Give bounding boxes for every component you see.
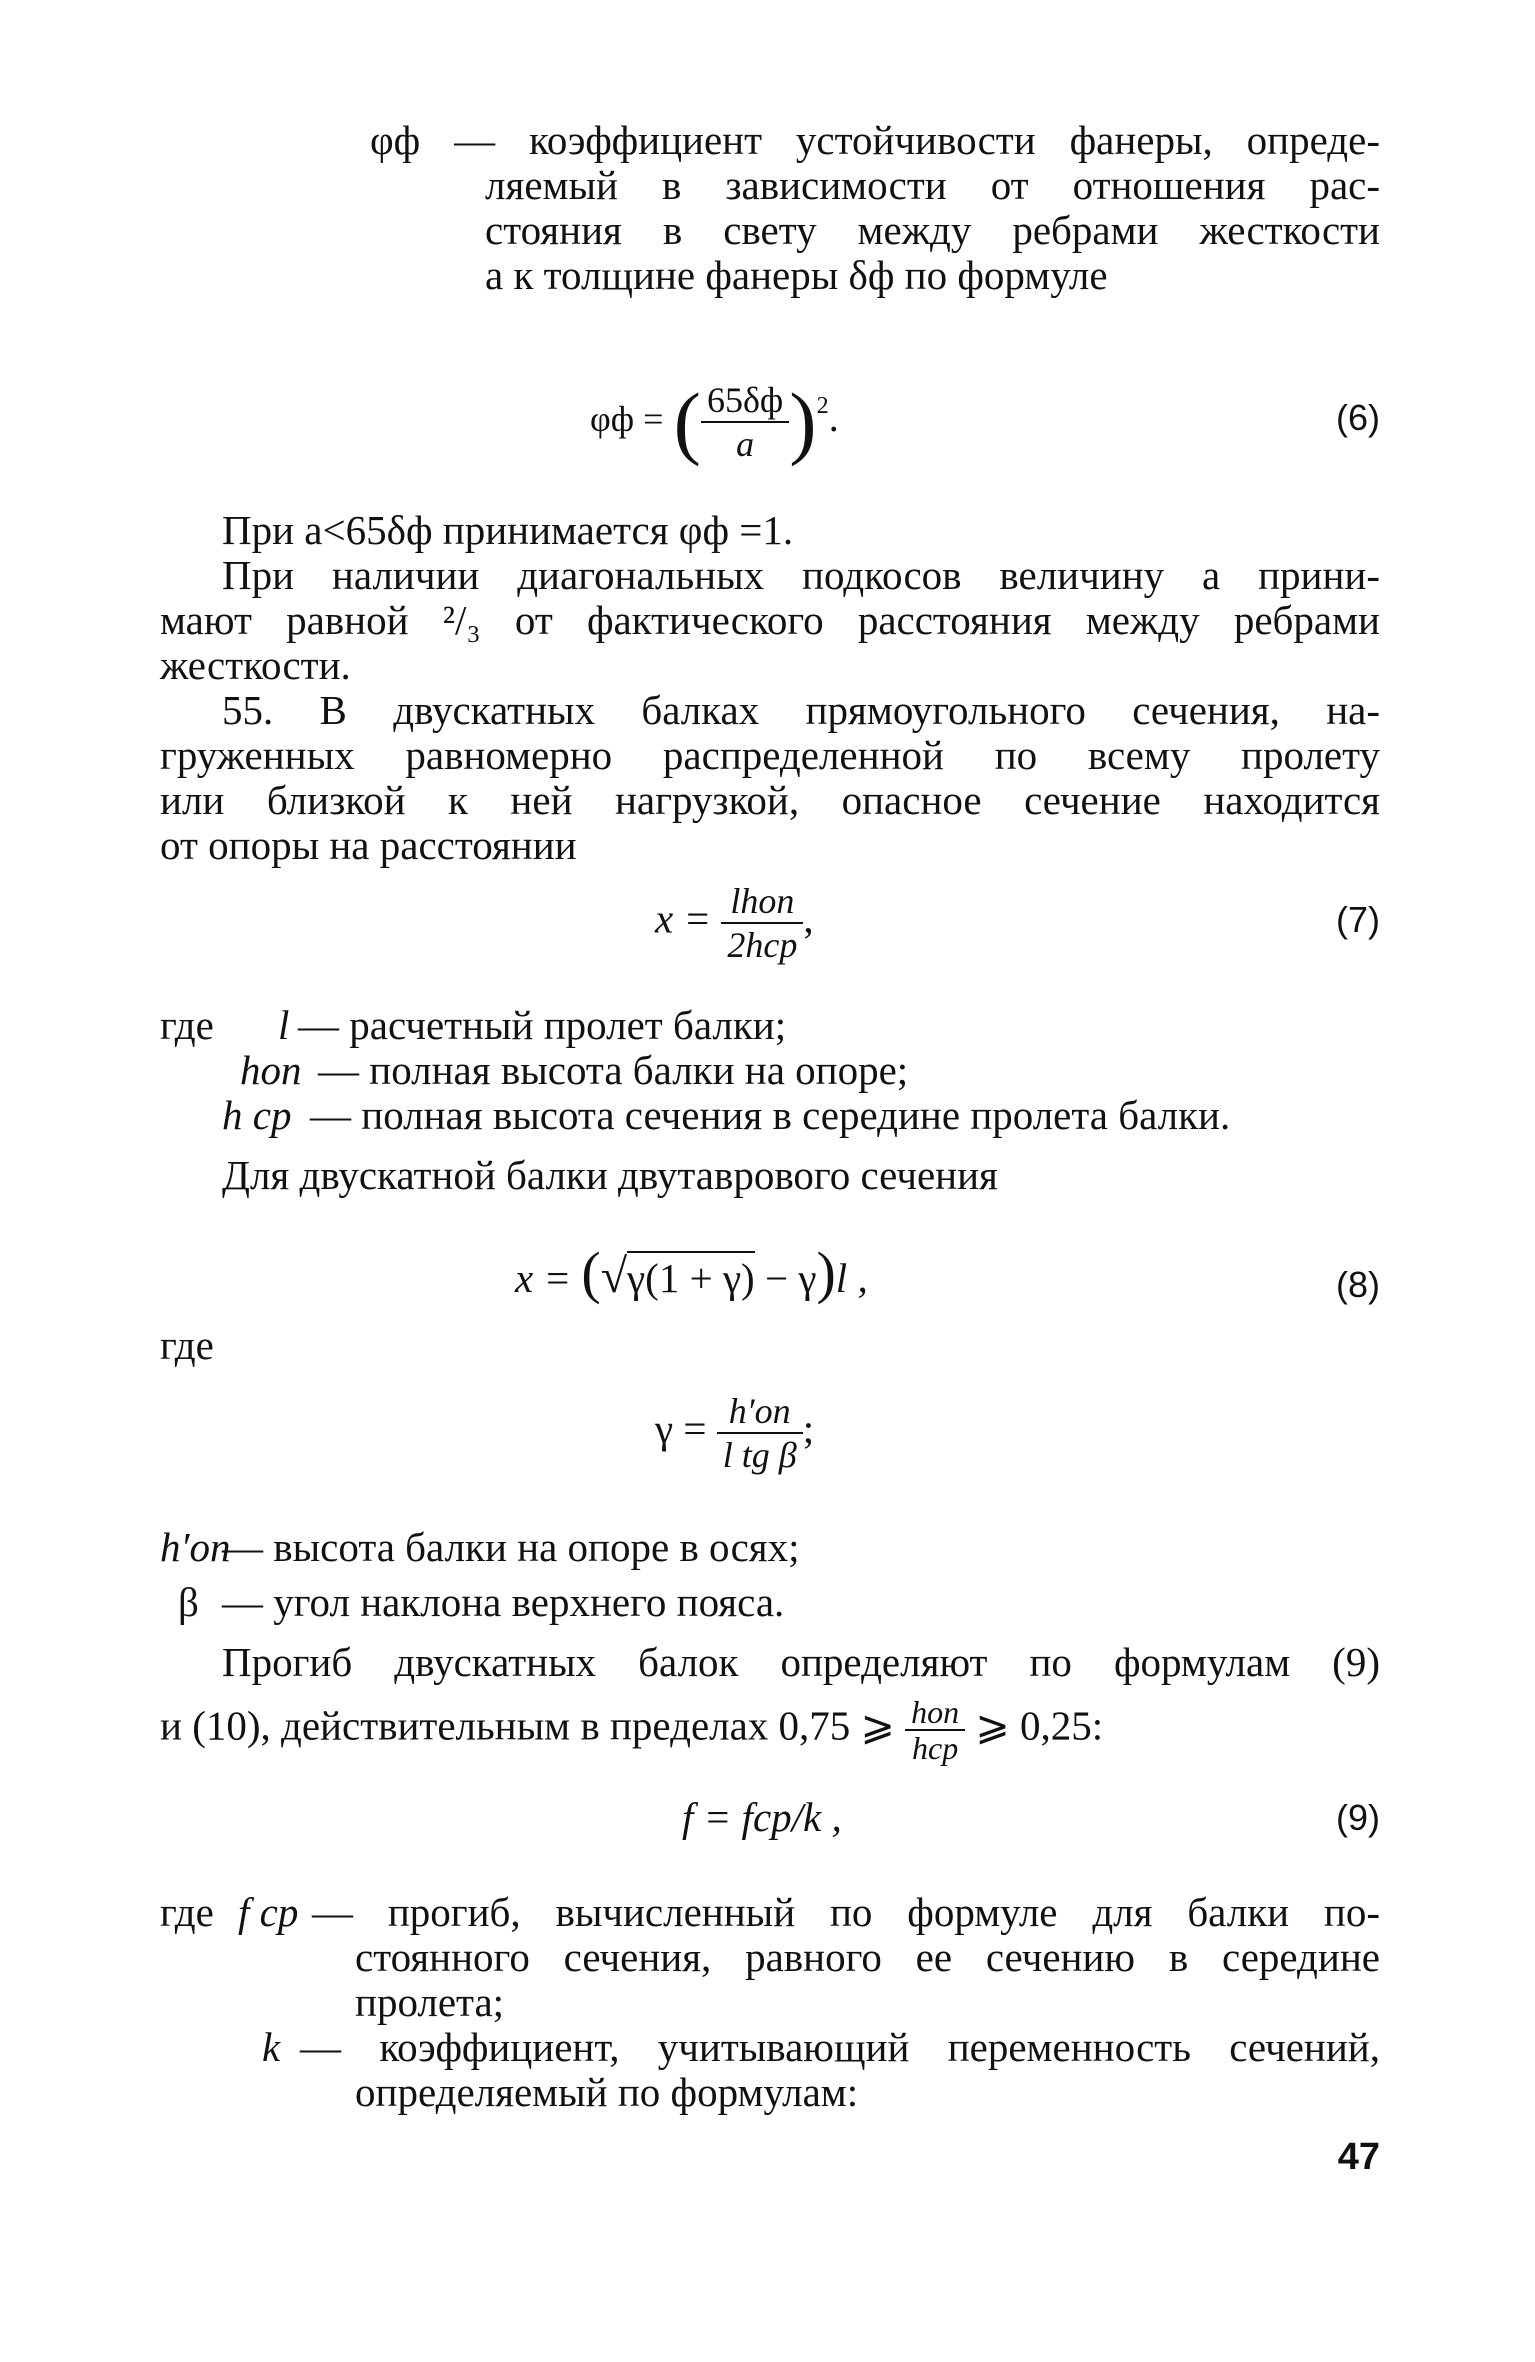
symbol-k: k (262, 2024, 281, 2070)
symbol-h-sr-description: — полная высота сечения в середине пролета балки. (310, 1092, 1231, 1138)
left-paren: ( (581, 1240, 601, 1305)
formula-7-comma: , (803, 895, 814, 942)
diagonal-braces-line-1: При наличии диагональных подкосов величину a прини- (222, 552, 1380, 598)
formula-gamma-lhs: γ = (655, 1405, 707, 1452)
symbol-h-op-description: — полная высота балки на опоре; (318, 1047, 909, 1093)
page-number: 47 (1337, 2136, 1380, 2178)
symbol-h-op: hоп (240, 1047, 302, 1093)
formula-8-minus-gamma: − γ (764, 1255, 817, 1301)
sqrt-sign-icon: √ (600, 1250, 628, 1303)
formula-gamma (655, 1390, 814, 1476)
formula-gamma-semicolon: ; (802, 1405, 815, 1452)
symbol-f-sr-description-line-1: — прогиб, вычисленный по формуле для балки по- (312, 1889, 1380, 1935)
where-label-7: где (160, 1002, 214, 1048)
symbol-f-sr-description-line-3: пролета; (355, 1979, 505, 2025)
formula-8-lhs: x = (515, 1255, 572, 1301)
symbol-h-sr: h ср (222, 1092, 292, 1138)
formula-6-fraction (701, 379, 789, 465)
symbol-f-sr-description-line-2: стоянного сечения, равного ее сечению в середине (355, 1934, 1380, 1980)
where-label-9: где (160, 1889, 214, 1935)
symbol-beta: β (178, 1579, 199, 1625)
formula-7 (655, 880, 814, 966)
equation-number-6: (6) (1336, 397, 1380, 438)
symbol-k-description-line-1: — коэффициент, учитывающий переменность сечений, (300, 2024, 1380, 2070)
formula-7-lhs: x = (655, 895, 712, 942)
item-55-line-2: груженных равномерно распределенной по всему пролету (160, 732, 1380, 778)
symbol-h-prime-op-description: — высота балки на опоре в осях; (222, 1524, 800, 1570)
formula-7-denominator: 2hср (727, 925, 798, 965)
right-paren: ) (816, 1240, 836, 1305)
deflection-line-2-start: и (10), действительным в пределах 0,75 ⩾ (160, 1702, 895, 1749)
formula-6-dot: . (828, 394, 839, 440)
item-55-line-3: или близкой к ней нагрузкой, опасное сечение находится (160, 777, 1380, 823)
formula-9: f = fср/k , (682, 1794, 842, 1840)
ratio-numerator: hоп (905, 1695, 965, 1731)
formula-8-radicand: γ(1 + γ) (627, 1251, 755, 1301)
formula-6-lhs: φф = (590, 399, 664, 439)
symbol-h-prime-op: h′оп (160, 1524, 231, 1570)
formula-gamma-numerator: h′оп (717, 1390, 803, 1434)
equation-number-9: (9) (1336, 1797, 1380, 1838)
formula-gamma-fraction (717, 1390, 803, 1476)
phi-condition-text: При a<65δф принимается φф =1. (222, 507, 794, 553)
deflection-line-1: Прогиб двускатных балок определяют по формулам (9) (222, 1639, 1380, 1685)
symbol-f-sr: f ср (238, 1889, 299, 1935)
left-paren: ( (673, 375, 701, 467)
formula-6-numerator: 65δф (701, 379, 789, 423)
formula-7-numerator: lhоп (721, 880, 803, 924)
formula-7-fraction (721, 880, 803, 966)
formula-6 (590, 372, 839, 465)
where-label-8: где (160, 1322, 214, 1368)
equation-number-8: (8) (1336, 1264, 1380, 1305)
formula-gamma-denominator: l tg β (722, 1435, 797, 1475)
symbol-beta-description: — угол наклона верхнего пояса. (222, 1579, 785, 1625)
phi-definition-line-4: a к толщине фанеры δф по формуле (485, 252, 1108, 298)
item-55-line-1: 55. В двускатных балках прямоугольного сечения, на- (222, 687, 1380, 733)
phi-definition-line-1: φф — коэффициент устойчивости фанеры, опреде- (370, 117, 1380, 163)
formula-8 (515, 1240, 868, 1305)
diagonal-braces-line-3: жесткости. (160, 642, 351, 688)
equation-number-7: (7) (1336, 899, 1380, 940)
phi-definition-line-2: ляемый в зависимости от отношения рас- (485, 162, 1380, 208)
formula-6-exponent: 2 (816, 393, 829, 419)
symbol-k-description-line-2: определяемый по формулам: (355, 2069, 859, 2115)
ratio-fraction (905, 1695, 965, 1765)
ratio-denominator: hср (912, 1730, 959, 1766)
item-55-line-4: от опоры на расстоянии (160, 822, 577, 868)
right-paren: ) (789, 375, 817, 467)
phi-definition-line-3: стояния в свету между ребрами жесткости (485, 207, 1380, 253)
deflection-line-2-end: ⩾ 0,25: (975, 1702, 1104, 1749)
symbol-l: l (278, 1002, 290, 1048)
symbol-l-description: — расчетный пролет балки; (298, 1002, 787, 1048)
i-beam-intro: Для двускатной балки двутаврового сечения (222, 1152, 998, 1198)
deflection-line-2 (160, 1695, 1103, 1765)
formula-6-denominator: a (736, 423, 755, 464)
formula-8-tail: l , (835, 1255, 868, 1301)
diagonal-braces-line-2: мают равной ²/₃ от фактического расстояния между ребрами (160, 597, 1380, 643)
